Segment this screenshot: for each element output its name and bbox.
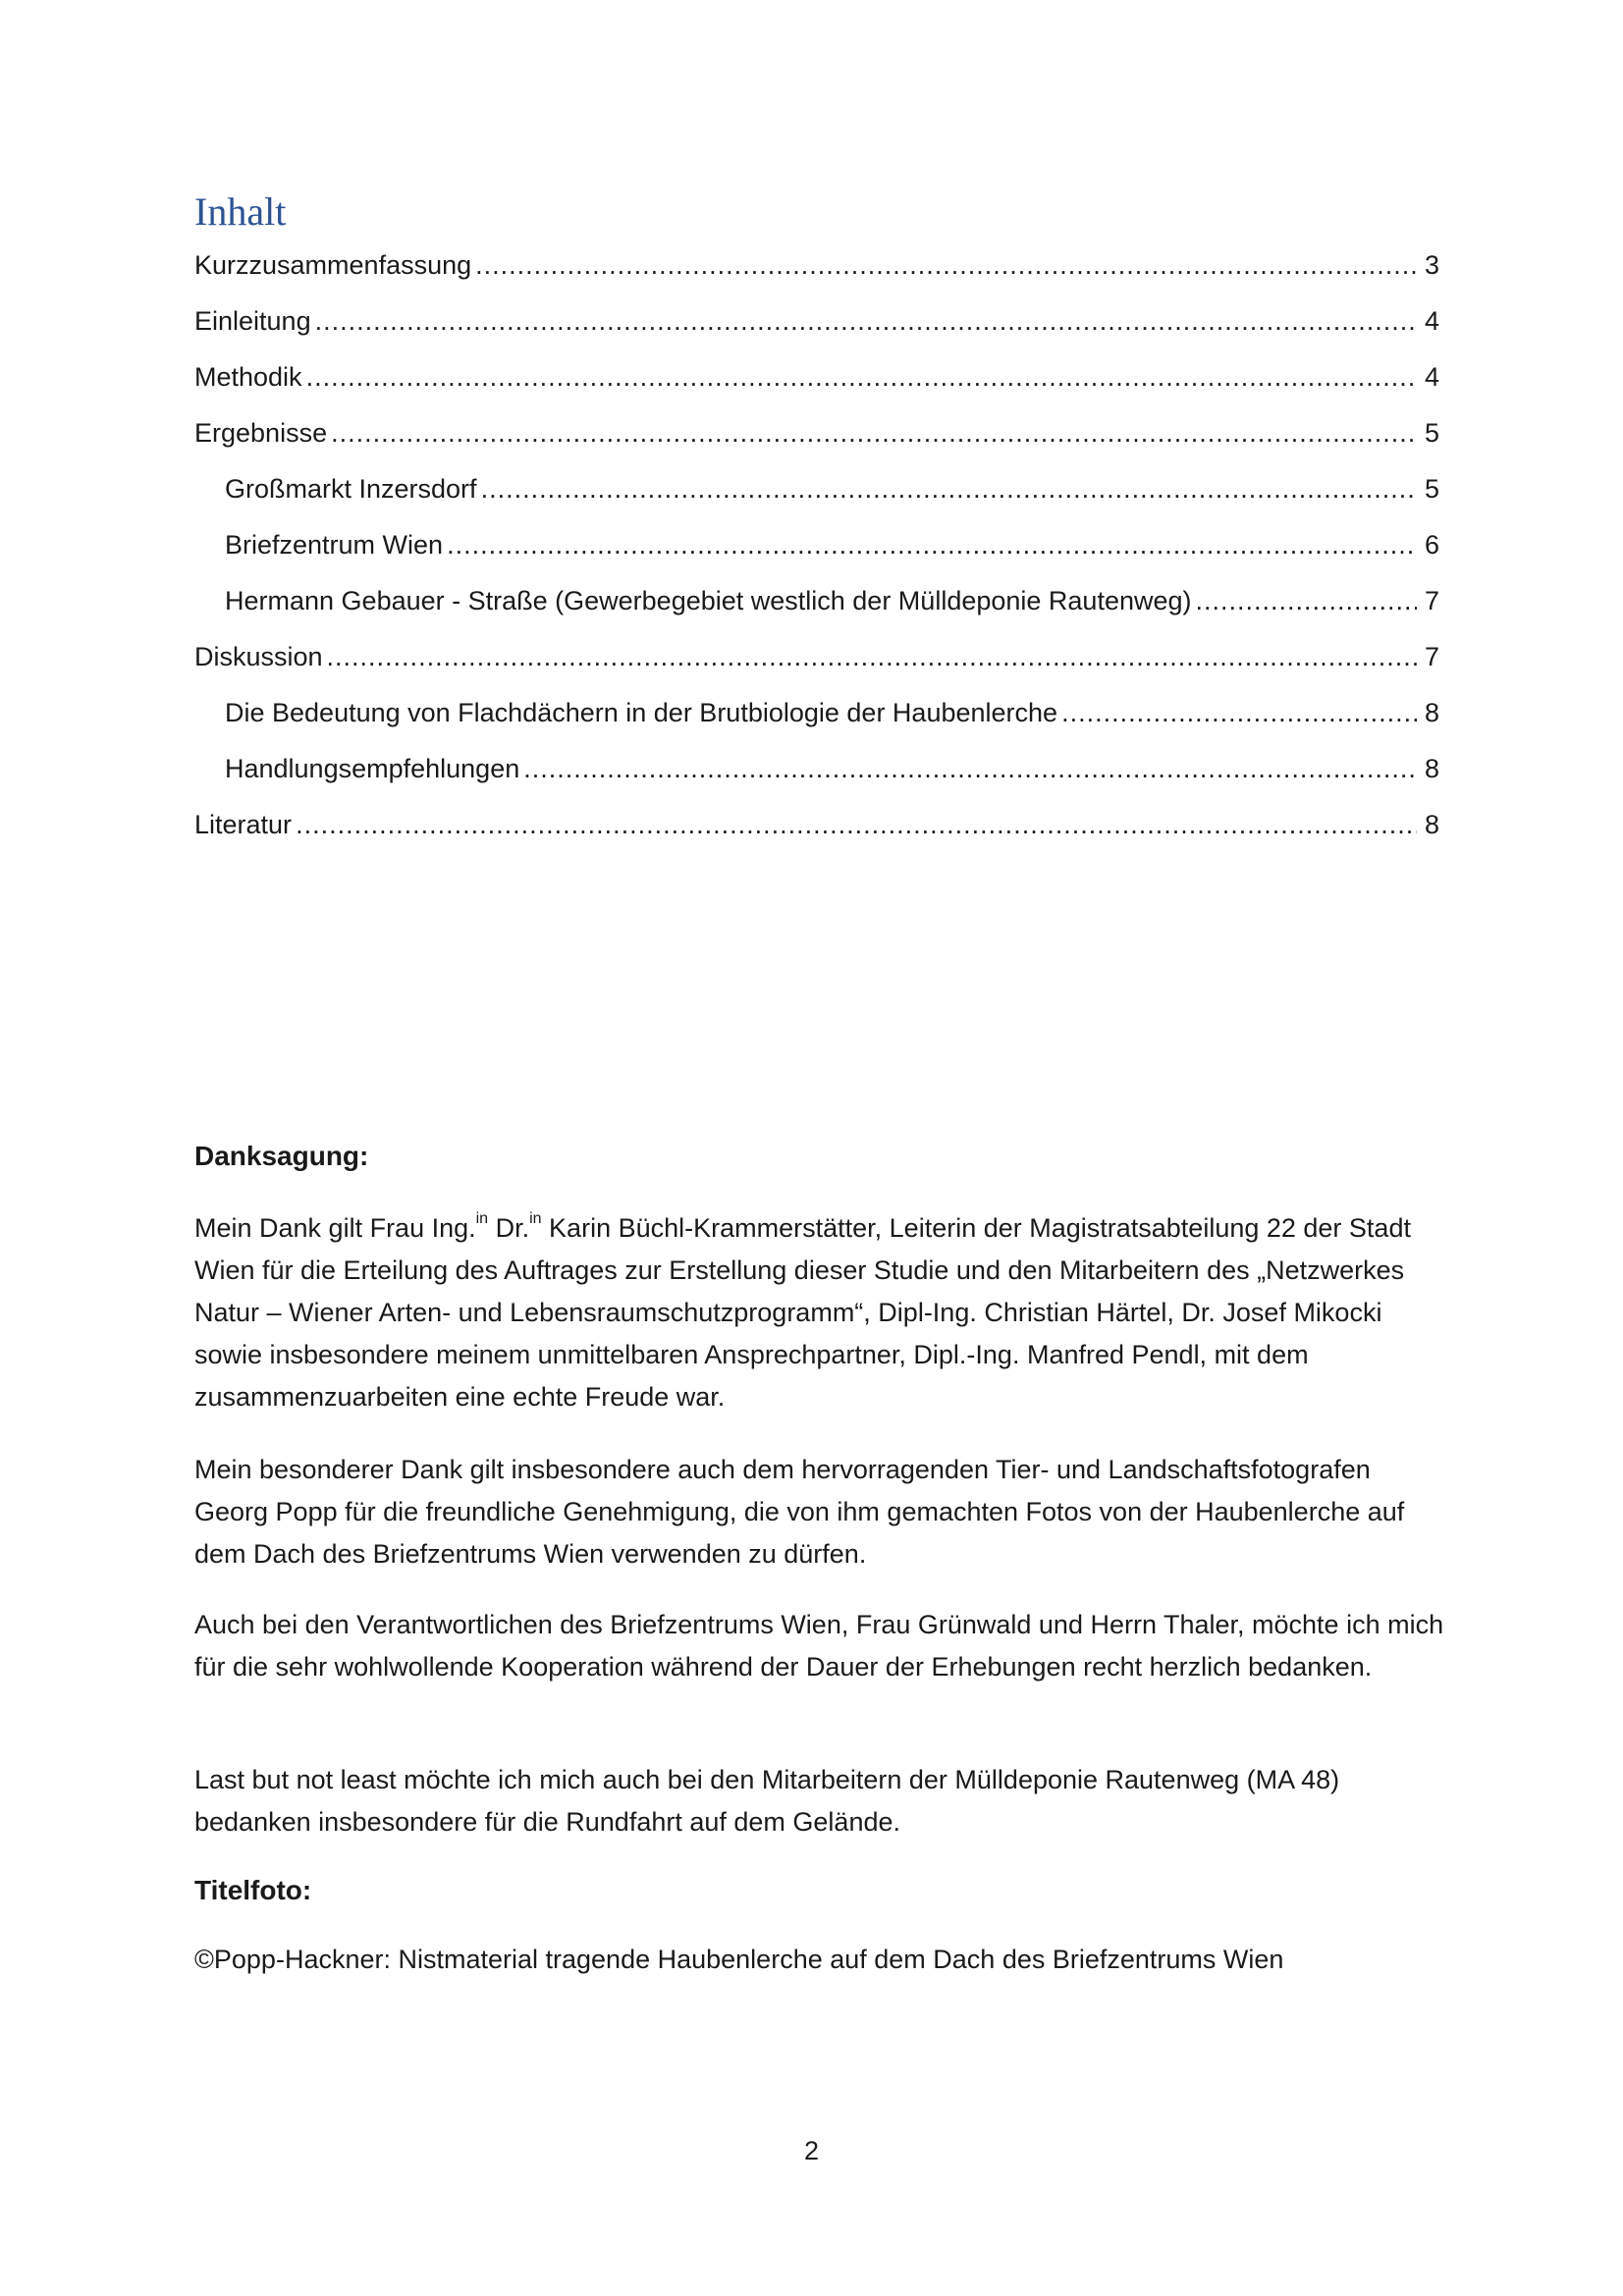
thanks-p1-text-c: Karin Büchl-Krammerstätter, Leiterin der Magistratsabteilung 22 der Stadt Wien für die Erteilung des Auftrages zur Erstellung dieser Studie und den Mitarbeitern des „Netzwerkes Natur – Wiener Arten- und Lebensraumschutzprogramm“, Dipl-Ing. Christian Härtel, Dr. Josef Mikocki sowie insbesondere meinem unmittelbaren Ansprechpartner, Dipl.-Ing. Manfred Pendl, mit dem zusammenzuarbeiten eine echte Freude war. [194,1213,1411,1412]
thanks-p1-text-b: Dr. [488,1213,530,1243]
toc-dot-leader [327,637,1417,676]
cover-photo-heading: Titelfoto: [194,1875,312,1905]
toc-entry-page: 7 [1424,642,1439,671]
toc-dot-leader [315,301,1417,341]
toc-entry[interactable] [194,413,1439,453]
toc-subentry[interactable] [225,525,1439,564]
toc-dot-leader [475,245,1417,285]
toc-entry[interactable] [194,357,1439,397]
toc-entry[interactable] [194,805,1439,844]
page-number: 2 [803,2136,820,2165]
toc-subentry[interactable] [225,749,1439,788]
toc-entry-label: Briefzentrum Wien [225,530,444,560]
toc-entry-label: Hermann Gebauer - Straße (Gewerbegebiet westlich der Mülldeponie Rautenweg) [225,586,1192,615]
toc-entry[interactable] [194,637,1439,676]
toc-entry-label: Ergebnisse [194,418,328,448]
toc-dot-leader [523,749,1417,788]
toc-entry-label: Kurzzusammenfassung [194,250,472,280]
thanks-p1-text-a: Mein Dank gilt Frau Ing. [194,1213,476,1243]
toc-entry-page: 4 [1424,362,1439,392]
toc-subentry[interactable] [225,693,1439,732]
toc-dot-leader [447,525,1417,564]
superscript-in: in [475,1210,489,1227]
thanks-paragraph-1 [194,1207,1446,1418]
toc-subentry[interactable] [225,581,1439,620]
toc-dot-leader [306,357,1417,397]
toc-entry-page: 8 [1424,698,1439,727]
toc-entry-label: Die Bedeutung von Flachdächern in der Brutbiologie der Haubenlerche [225,698,1058,727]
toc-dot-leader [1061,693,1417,732]
thanks-paragraph-3: Auch bei den Verantwortlichen des Briefzentrums Wien, Frau Grünwald und Herrn Thaler, möchte ich mich für die sehr wohlwollende Kooperation während der Dauer der Erhebungen recht herzlich bedanken. [194,1610,1444,1682]
toc-entry-page: 6 [1424,530,1439,560]
toc-entry-page: 4 [1424,306,1439,336]
toc-subentry[interactable] [225,469,1439,508]
toc-entry-page: 8 [1424,810,1439,839]
thanks-paragraph-4: Last but not least möchte ich mich auch bei den Mitarbeitern der Mülldeponie Rautenweg (MA 48) bedanken insbesondere für die Rundfahrt auf dem Gelände. [194,1765,1340,1837]
thanks-paragraph-2: Mein besonderer Dank gilt insbesondere auch dem hervorragenden Tier- und Landschaftsfotografen Georg Popp für die freundliche Genehmigung, die von ihm gemachten Fotos von der Haubenlerche auf dem Dach des Briefzentrums Wien verwenden zu dürfen. [194,1455,1405,1569]
toc-entry-label: Diskussion [194,642,323,671]
toc-entry[interactable] [194,301,1439,341]
toc-dot-leader [296,805,1417,844]
toc-title: Inhalt [194,189,287,234]
toc-entry-label: Literatur [194,810,293,839]
toc-entry-label: Großmarkt Inzersdorf [225,474,477,504]
toc-entry-page: 5 [1424,418,1439,448]
toc-entry-page: 5 [1424,474,1439,504]
toc-entry-label: Methodik [194,362,302,392]
thanks-heading: Danksagung: [194,1141,369,1171]
toc-dot-leader [331,413,1417,453]
toc-entry[interactable] [194,245,1439,285]
toc-dot-leader [1196,581,1417,620]
toc-entry-page: 3 [1424,250,1439,280]
toc-entry-page: 7 [1424,586,1439,615]
toc-entry-label: Handlungsempfehlungen [225,754,520,783]
toc-entry-page: 8 [1424,754,1439,783]
cover-photo-credit: ©Popp-Hackner: Nistmaterial tragende Haubenlerche auf dem Dach des Briefzentrums Wien [194,1945,1284,1974]
toc-entry-label: Einleitung [194,306,311,336]
toc-dot-leader [481,469,1417,508]
superscript-in: in [529,1210,542,1227]
